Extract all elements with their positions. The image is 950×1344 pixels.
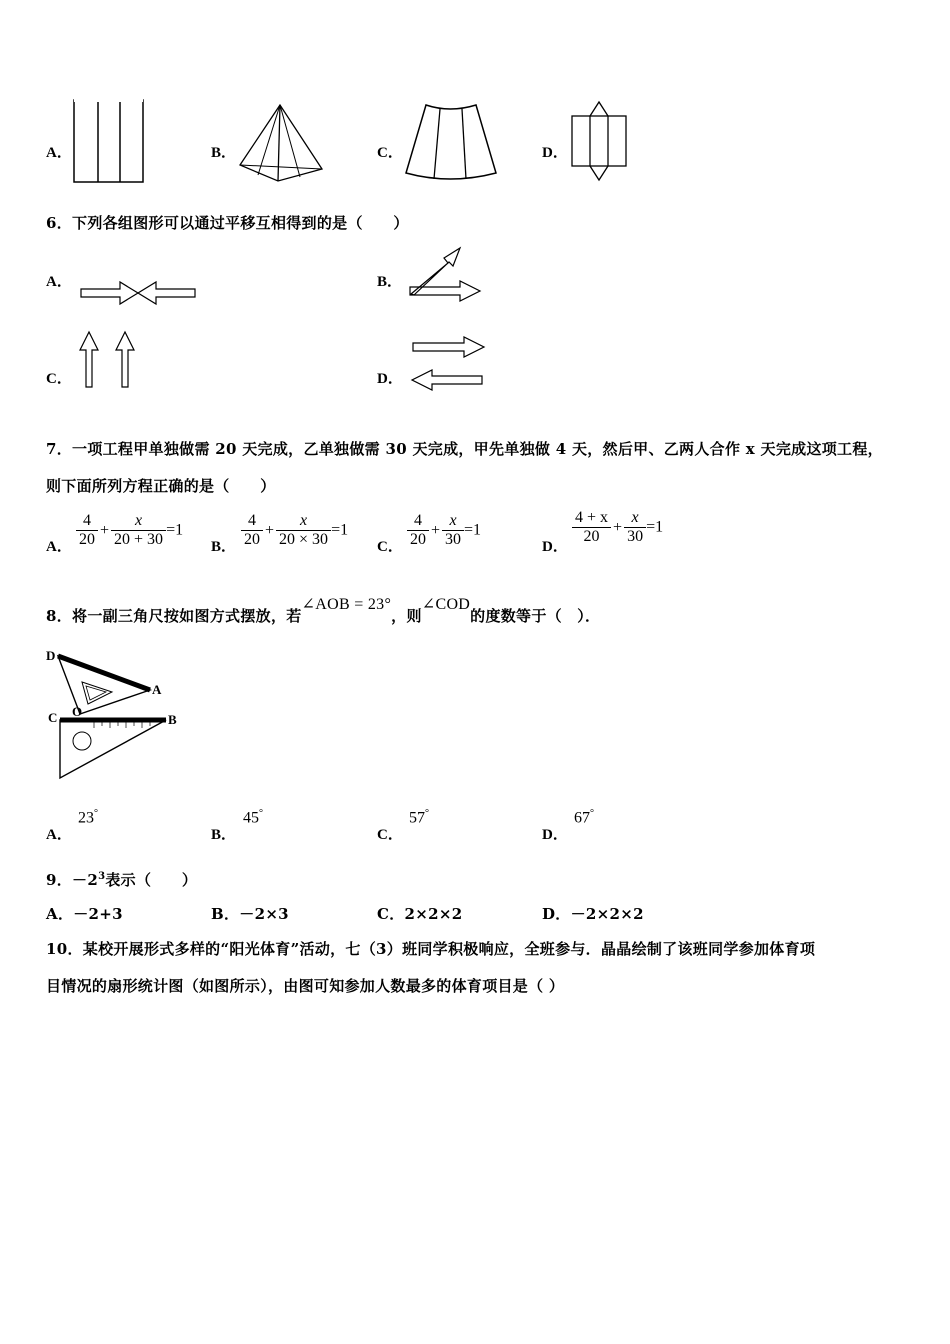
q8-b-unit: ° [259, 808, 263, 819]
q8-option-c-value [409, 808, 429, 827]
q8-c-num: 57 [409, 809, 425, 827]
q8-a-num: 23 [78, 809, 94, 827]
q8-label-o: O [72, 704, 83, 719]
q8-angle-cod: ∠COD [421, 596, 471, 613]
q7-option-d-label[interactable]: D． [542, 539, 568, 555]
q5-option-b-label[interactable]: B． [211, 145, 237, 161]
q6-option-b-figure [408, 245, 486, 303]
q5-option-a-label[interactable]: A． [46, 145, 72, 161]
q7-option-a-equation [76, 512, 183, 549]
q7-b-den1: 20 [241, 530, 263, 549]
q9-exponent: 3 [98, 871, 106, 882]
q8-d-unit: ° [590, 808, 594, 819]
q9-option-d-text: －2×2×2 [570, 905, 644, 923]
q6-option-a-label[interactable]: A． [46, 274, 72, 290]
q8-question-pre: 8．将一副三角尺按如图方式摆放，若 [46, 607, 302, 625]
q7-a-num2: x [134, 512, 143, 529]
q8-option-a-label[interactable]: A． [46, 827, 72, 843]
q6-option-b-label[interactable]: B． [377, 274, 403, 290]
q8-a-unit: ° [94, 808, 98, 819]
q9-option-b-label: B． [211, 905, 240, 923]
q7-c-op: + [431, 521, 441, 539]
q9-option-c-text: 2×2×2 [404, 905, 463, 923]
q6-option-c-figure [78, 330, 142, 390]
q9-option-d-label: D． [542, 905, 571, 923]
q6-option-d-figure [410, 334, 490, 394]
q8-question [46, 596, 601, 626]
q7-d-num1: 4 + x [575, 509, 609, 526]
q7-a-den1: 20 [76, 530, 98, 549]
q7-b-num2: x [299, 512, 308, 529]
q7-b-op: + [265, 521, 275, 539]
q7-d-num2: x [631, 509, 639, 526]
q9-option-c[interactable] [377, 903, 463, 924]
q7-a-den2: 20 + 30 [111, 530, 166, 549]
q7-d-den2: 30 [624, 527, 646, 546]
q6-question: 6．下列各组图形可以通过平移互相得到的是（ ） [46, 214, 409, 232]
q7-option-a-label[interactable]: A． [46, 539, 72, 555]
q10-question-line1: 10．某校开展形式多样的“阳光体育”活动，七（3）班同学积极响应，全班参与．晶晶绘制了该班同学参加体育项 [46, 940, 816, 958]
q7-c-num2: x [449, 512, 457, 529]
q8-option-b-value [243, 808, 263, 827]
q8-b-num: 45 [243, 809, 259, 827]
q9-option-b[interactable] [211, 903, 289, 924]
q8-option-b-label[interactable]: B． [211, 827, 237, 843]
q8-option-d-label[interactable]: D． [542, 827, 568, 843]
q7-b-num1: 4 [248, 512, 256, 529]
q7-b-rhs: =1 [331, 521, 349, 539]
q5-option-d-figure [570, 100, 628, 184]
q8-figure [44, 648, 184, 783]
q6-option-a-figure [80, 280, 198, 308]
q9-option-a[interactable] [46, 903, 123, 924]
q7-question-line2: 则下面所列方程正确的是（ ） [46, 477, 276, 495]
q8-label-d: D [46, 648, 56, 663]
q5-option-b-figure [238, 103, 324, 183]
q7-c-num1: 4 [414, 512, 422, 529]
q8-label-a: A [152, 682, 162, 697]
q9-question-pre: 9．－2 [46, 871, 99, 889]
q8-angle-aob: ∠AOB = 23° [301, 596, 392, 613]
q8-figure-drawing [44, 648, 184, 783]
q8-option-c-label[interactable]: C． [377, 827, 403, 843]
q7-a-num1: 4 [83, 512, 91, 529]
q9-option-d[interactable] [542, 903, 644, 924]
q8-label-b: B [168, 712, 177, 727]
q5-option-c-figure [404, 103, 498, 181]
q6-option-d-label[interactable]: D． [377, 371, 403, 387]
q6-option-c-label[interactable]: C． [46, 371, 72, 387]
q7-option-b-equation [241, 512, 348, 549]
q5-option-a-figure [72, 98, 147, 184]
q9-question [46, 869, 197, 890]
q9-option-b-text: －2×3 [239, 905, 289, 923]
q7-a-rhs: =1 [166, 521, 184, 539]
q7-option-c-equation [407, 512, 481, 549]
q7-option-c-label[interactable]: C． [377, 539, 403, 555]
q8-question-post: 的度数等于（ ）． [470, 607, 601, 625]
q5-option-d-label[interactable]: D． [542, 145, 568, 161]
q9-option-a-label: A． [46, 905, 74, 923]
q9-option-c-label: C． [377, 905, 405, 923]
q7-d-den1: 20 [572, 527, 611, 546]
q7-a-op: + [100, 521, 110, 539]
q8-option-d-value [574, 808, 594, 827]
q8-d-num: 67 [574, 809, 590, 827]
q7-d-op: + [613, 518, 623, 536]
q8-option-a-value [78, 808, 98, 827]
q7-c-rhs: =1 [464, 521, 482, 539]
q7-b-den2: 20 × 30 [276, 530, 331, 549]
q7-question-line1: 7．一项工程甲单独做需 20 天完成，乙单独做需 30 天完成，甲先单独做 4 天，然后甲、乙两人合作 x 天完成这项工程， [46, 440, 883, 458]
q8-label-c: C [48, 710, 58, 725]
q8-c-unit: ° [425, 808, 429, 819]
q7-c-den2: 30 [442, 530, 464, 549]
q7-d-rhs: =1 [646, 518, 664, 536]
q7-option-b-label[interactable]: B． [211, 539, 237, 555]
q9-option-a-text: －2+3 [73, 905, 123, 923]
q5-option-c-label[interactable]: C． [377, 145, 403, 161]
q7-option-d-equation [572, 509, 663, 546]
q9-question-post: 表示（ ） [105, 871, 198, 889]
q7-c-den1: 20 [407, 530, 429, 549]
q8-question-mid: ，则 [391, 607, 422, 625]
q10-question-line2: 目情况的扇形统计图（如图所示），由图可知参加人数最多的体育项目是（ ） [46, 977, 565, 995]
